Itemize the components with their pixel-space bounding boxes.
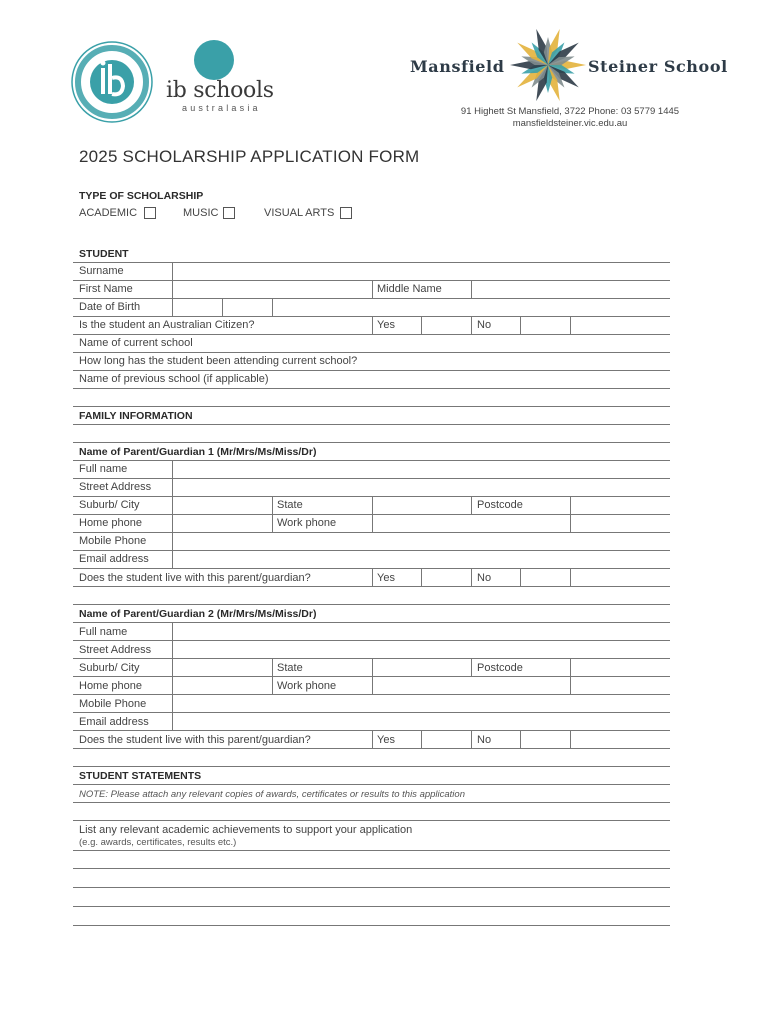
mansfield-star-logo-icon — [500, 24, 596, 106]
divider — [421, 316, 422, 334]
divider — [272, 496, 273, 514]
divider — [570, 568, 571, 586]
parent1-state-label: State — [277, 499, 303, 511]
parent2-street-label: Street Address — [79, 644, 152, 656]
music-label: MUSIC — [183, 207, 219, 219]
citizen-no-field[interactable] — [522, 317, 569, 334]
ib-world-school-seal-icon — [68, 38, 156, 126]
academic-checkbox[interactable] — [144, 207, 156, 219]
divider — [272, 298, 273, 316]
ib-world-school-logo — [68, 38, 156, 126]
divider — [471, 568, 472, 586]
middle-name-label: Middle Name — [377, 283, 442, 295]
parent1-yes-field[interactable] — [423, 569, 470, 586]
parent1-heading: Name of Parent/Guardian 1 (Mr/Mrs/Ms/Miss/Dr) — [79, 446, 317, 458]
divider — [372, 676, 373, 694]
parent2-full-name-label: Full name — [79, 626, 128, 638]
parent2-state-field[interactable] — [374, 659, 470, 676]
parent1-yes-label: Yes — [377, 572, 395, 584]
dob-day-field[interactable] — [174, 299, 221, 316]
divider — [372, 568, 373, 586]
middle-name-field[interactable] — [473, 281, 670, 298]
divider — [421, 568, 422, 586]
parent1-home-phone-field[interactable] — [174, 515, 270, 532]
citizen-yes-label: Yes — [377, 319, 395, 331]
parent1-full-name-label: Full name — [79, 463, 128, 475]
ib-schools-wordmark: ib schools — [166, 78, 274, 103]
divider — [172, 658, 173, 676]
achievements-line-4[interactable] — [73, 907, 670, 924]
parent1-mobile-field[interactable] — [174, 533, 670, 550]
parent1-mobile-label: Mobile Phone — [79, 535, 147, 547]
divider — [471, 316, 472, 334]
divider — [372, 316, 373, 334]
divider — [372, 658, 373, 676]
previous-school-field[interactable] — [280, 371, 670, 388]
visual-arts-checkbox[interactable] — [340, 207, 352, 219]
divider — [471, 496, 472, 514]
parent1-postcode-label: Postcode — [477, 499, 523, 511]
parent1-street-field[interactable] — [174, 479, 670, 496]
divider — [471, 730, 472, 748]
ib-schools-australasia-logo — [166, 40, 274, 115]
student-statements-heading: STUDENT STATEMENTS — [79, 770, 202, 782]
school-name-right: Steiner School — [588, 57, 728, 76]
divider — [471, 658, 472, 676]
divider — [172, 298, 173, 316]
parent2-postcode-field[interactable] — [572, 659, 670, 676]
ib-schools-subtitle: australasia — [182, 103, 261, 113]
divider — [372, 514, 373, 532]
surname-label: Surname — [79, 265, 124, 277]
divider — [372, 730, 373, 748]
school-name-left: Mansfield — [410, 57, 505, 76]
divider — [421, 730, 422, 748]
parent2-postcode-label: Postcode — [477, 662, 523, 674]
attachment-note: NOTE: Please attach any relevant copies of awards, certificates or results to this application — [79, 789, 465, 800]
parent2-street-field[interactable] — [174, 641, 670, 658]
music-checkbox[interactable] — [223, 207, 235, 219]
parent2-lives-with-label: Does the student live with this parent/guardian? — [79, 734, 311, 746]
current-school-field[interactable] — [200, 335, 670, 352]
parent2-email-field[interactable] — [174, 713, 670, 730]
parent1-lives-with-label: Does the student live with this parent/guardian? — [79, 572, 311, 584]
citizen-yes-field[interactable] — [423, 317, 470, 334]
divider — [372, 280, 373, 298]
parent1-work-phone-field[interactable] — [374, 515, 570, 532]
divider — [520, 730, 521, 748]
divider — [172, 550, 173, 568]
parent1-email-label: Email address — [79, 553, 149, 565]
parent1-no-label: No — [477, 572, 492, 584]
parent1-suburb-label: Suburb/ City — [79, 499, 140, 511]
first-name-field[interactable] — [174, 281, 370, 298]
parent2-yes-label: Yes — [377, 734, 395, 746]
parent2-suburb-label: Suburb/ City — [79, 662, 140, 674]
divider — [73, 748, 670, 749]
divider — [172, 640, 173, 658]
divider — [73, 586, 670, 587]
parent1-email-field[interactable] — [174, 551, 670, 568]
form-title: 2025 SCHOLARSHIP APPLICATION FORM — [79, 147, 420, 166]
divider — [73, 604, 670, 605]
divider — [73, 820, 670, 821]
achievements-label: List any relevant academic achievements to support your application — [79, 824, 413, 836]
divider — [73, 442, 670, 443]
parent2-home-phone-label: Home phone — [79, 680, 142, 692]
divider — [272, 514, 273, 532]
parent2-work-phone-label: Work phone — [277, 680, 337, 692]
divider — [172, 280, 173, 298]
attendance-duration-field[interactable] — [376, 353, 670, 370]
parent2-yes-field[interactable] — [423, 731, 470, 748]
parent1-state-field[interactable] — [374, 497, 470, 514]
divider — [570, 676, 571, 694]
divider — [172, 532, 173, 550]
parent2-no-field[interactable] — [522, 731, 569, 748]
previous-school-label: Name of previous school (if applicable) — [79, 373, 269, 385]
divider — [73, 802, 670, 803]
divider — [73, 424, 670, 425]
parent1-work-phone-label: Work phone — [277, 517, 337, 529]
parent2-mobile-label: Mobile Phone — [79, 698, 147, 710]
divider — [570, 316, 571, 334]
divider — [272, 658, 273, 676]
divider — [570, 730, 571, 748]
divider — [570, 514, 571, 532]
parent2-suburb-field[interactable] — [174, 659, 270, 676]
parent2-email-label: Email address — [79, 716, 149, 728]
divider — [570, 658, 571, 676]
parent2-heading: Name of Parent/Guardian 2 (Mr/Mrs/Ms/Miss/Dr) — [79, 608, 317, 620]
divider — [172, 694, 173, 712]
academic-label: ACADEMIC — [79, 207, 138, 219]
achievements-line-3[interactable] — [73, 888, 670, 905]
visual-arts-label: VISUAL ARTS — [264, 207, 335, 219]
citizen-label: Is the student an Australian Citizen? — [79, 319, 255, 331]
current-school-label: Name of current school — [79, 337, 193, 349]
divider — [73, 406, 670, 407]
parent2-state-label: State — [277, 662, 303, 674]
dob-month-field[interactable] — [224, 299, 271, 316]
parent1-suburb-field[interactable] — [174, 497, 270, 514]
first-name-label: First Name — [79, 283, 133, 295]
school-address: 91 Highett St Mansfield, 3722 Phone: 03 5779 1445 — [460, 106, 680, 117]
divider — [172, 622, 173, 640]
previous-school-extra-field[interactable] — [73, 389, 670, 406]
dob-year-field[interactable] — [274, 299, 670, 316]
parent1-no-field[interactable] — [522, 569, 569, 586]
parent1-postcode-field[interactable] — [572, 497, 670, 514]
parent1-street-label: Street Address — [79, 481, 152, 493]
parent1-home-phone-label: Home phone — [79, 517, 142, 529]
scholarship-type-heading: TYPE OF SCHOLARSHIP — [79, 190, 204, 202]
divider — [520, 568, 521, 586]
divider — [172, 514, 173, 532]
student-heading: STUDENT — [79, 248, 129, 260]
divider — [172, 496, 173, 514]
parent1-full-name-field[interactable] — [174, 461, 670, 478]
achievements-line-2[interactable] — [73, 869, 670, 886]
dob-label: Date of Birth — [79, 301, 141, 313]
divider — [272, 676, 273, 694]
citizen-no-label: No — [477, 319, 492, 331]
divider — [372, 496, 373, 514]
school-website: mansfieldsteiner.vic.edu.au — [512, 118, 628, 129]
parent2-work-phone-field[interactable] — [374, 677, 570, 694]
divider — [222, 298, 223, 316]
divider — [172, 478, 173, 496]
parent2-home-phone-field[interactable] — [174, 677, 270, 694]
divider — [471, 280, 472, 298]
divider — [73, 925, 670, 926]
divider — [73, 784, 670, 785]
parent2-no-label: No — [477, 734, 492, 746]
parent2-mobile-field[interactable] — [174, 695, 670, 712]
divider — [172, 262, 173, 280]
divider — [172, 676, 173, 694]
family-information-heading: FAMILY INFORMATION — [79, 410, 193, 422]
divider — [172, 460, 173, 478]
achievements-line-1[interactable] — [73, 851, 670, 868]
achievements-hint: (e.g. awards, certificates, results etc.) — [79, 837, 237, 848]
parent2-full-name-field[interactable] — [174, 623, 670, 640]
surname-field[interactable] — [174, 263, 670, 280]
divider — [570, 496, 571, 514]
attendance-duration-label: How long has the student been attending current school? — [79, 355, 358, 367]
ib-schools-circle-icon — [194, 40, 234, 80]
divider — [172, 712, 173, 730]
divider — [73, 766, 670, 767]
divider — [520, 316, 521, 334]
